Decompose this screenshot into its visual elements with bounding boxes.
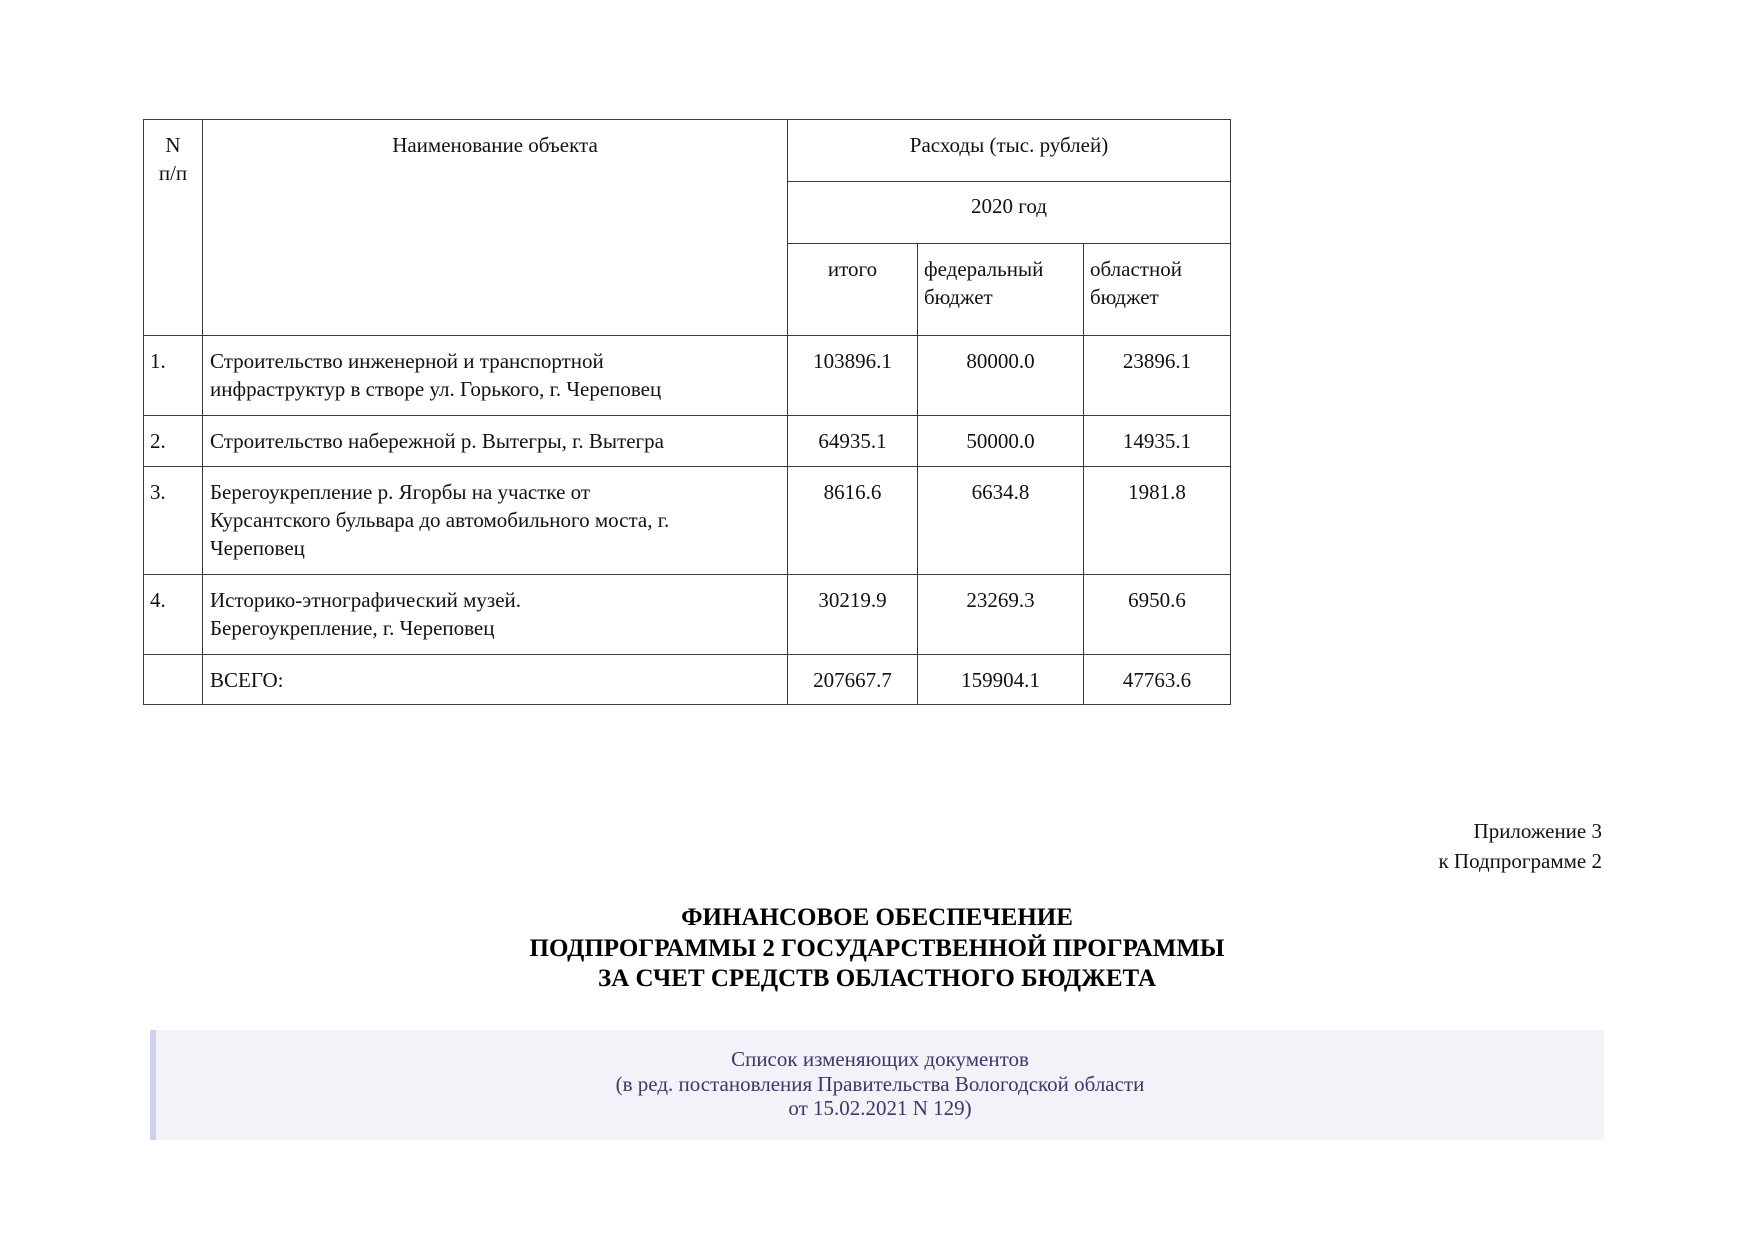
notice-line-1: Список изменяющих документов xyxy=(731,1047,1029,1071)
header-year: 2020 год xyxy=(788,182,1231,244)
row-regional: 1981.8 xyxy=(1084,467,1231,575)
notice-line-3: от 15.02.2021 N 129) xyxy=(788,1096,972,1120)
notice-line-2: (в ред. постановления Правительства Вологодской области xyxy=(615,1071,1145,1096)
summary-label: ВСЕГО: xyxy=(203,655,788,705)
header-federal-budget: федеральный бюджет xyxy=(918,244,1084,336)
table-row xyxy=(144,575,1231,655)
row-object-name: Строительство инженерной и транспортной инфраструктур в створе ул. Горького, г. Череповец xyxy=(203,336,788,416)
table-summary-row xyxy=(144,655,1231,705)
table-row xyxy=(144,416,1231,467)
document-title xyxy=(150,903,1604,995)
amendments-notice xyxy=(150,1030,1604,1140)
table-row xyxy=(144,467,1231,575)
row-index: 1. xyxy=(144,336,203,416)
summary-regional: 47763.6 xyxy=(1084,655,1231,705)
row-total: 103896.1 xyxy=(788,336,918,416)
row-object-name: Строительство набережной р. Вытегры, г. Вытегра xyxy=(203,416,788,467)
summary-federal: 159904.1 xyxy=(918,655,1084,705)
header-total: итого xyxy=(788,244,918,336)
row-index: 3. xyxy=(144,467,203,575)
summary-total: 207667.7 xyxy=(788,655,918,705)
header-number: N п/п xyxy=(144,120,203,336)
financing-table xyxy=(143,119,1231,705)
header-row-expenses xyxy=(144,120,1231,182)
row-federal: 50000.0 xyxy=(918,416,1084,467)
appendix-line-1: Приложение 3 xyxy=(1473,819,1602,843)
header-object-name: Наименование объекта xyxy=(203,120,788,336)
row-federal: 6634.8 xyxy=(918,467,1084,575)
row-total: 30219.9 xyxy=(788,575,918,655)
row-regional: 23896.1 xyxy=(1084,336,1231,416)
table-row xyxy=(144,336,1231,416)
row-federal: 23269.3 xyxy=(918,575,1084,655)
row-regional: 6950.6 xyxy=(1084,575,1231,655)
row-federal: 80000.0 xyxy=(918,336,1084,416)
appendix-reference xyxy=(1438,816,1602,876)
header-regional-budget: областной бюджет xyxy=(1084,244,1231,336)
row-object-name: Берегоукрепление р. Ягорбы на участке от Курсантского бульвара до автомобильного моста, г. Череповец xyxy=(203,467,788,575)
row-index: 2. xyxy=(144,416,203,467)
summary-index xyxy=(144,655,203,705)
title-line-3: ЗА СЧЕТ СРЕДСТВ ОБЛАСТНОГО БЮДЖЕТА xyxy=(598,965,1156,992)
header-expenses: Расходы (тыс. рублей) xyxy=(788,120,1231,182)
title-line-2: ПОДПРОГРАММЫ 2 ГОСУДАРСТВЕННОЙ ПРОГРАММЫ xyxy=(529,934,1225,962)
amendments-notice-text xyxy=(156,1047,1604,1121)
title-line-1: ФИНАНСОВОЕ ОБЕСПЕЧЕНИЕ xyxy=(681,904,1073,931)
row-index: 4. xyxy=(144,575,203,655)
row-regional: 14935.1 xyxy=(1084,416,1231,467)
row-total: 64935.1 xyxy=(788,416,918,467)
appendix-line-2: к Подпрограмме 2 xyxy=(1438,849,1602,873)
row-object-name: Историко-этнографический музей. Берегоукрепление, г. Череповец xyxy=(203,575,788,655)
row-total: 8616.6 xyxy=(788,467,918,575)
